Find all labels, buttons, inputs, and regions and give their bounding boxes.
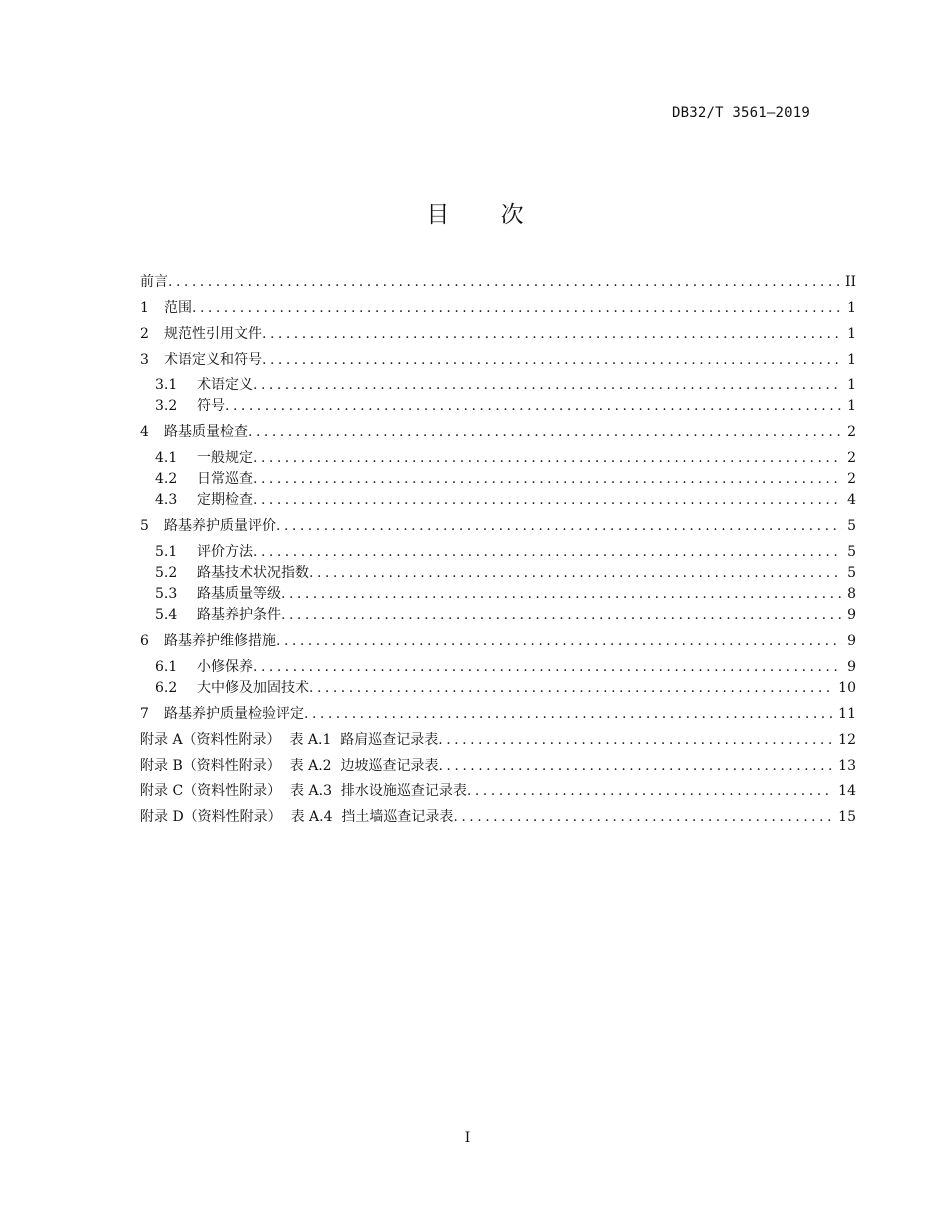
toc-entry-number: 7: [140, 706, 149, 722]
toc-entry-number: 5.4: [155, 607, 178, 623]
toc-entry-title: 术语定义: [197, 377, 253, 393]
toc-entry-page: 1: [847, 326, 856, 342]
toc-entry-title: 评价方法: [197, 544, 253, 560]
toc-entry-4-2[interactable]: [155, 469, 856, 489]
toc-entry-page: 4: [847, 492, 856, 508]
toc-entry-title: 附录 B（资料性附录） 表 A.2 边坡巡查记录表: [140, 758, 439, 774]
toc-entry-page: 9: [847, 633, 856, 649]
toc-entry-6-2[interactable]: [155, 678, 856, 698]
toc-entry-page: 5: [847, 565, 856, 581]
toc-leader-dots: [276, 631, 842, 651]
toc-leader-dots: [253, 490, 842, 510]
toc-entry-number: 5: [140, 518, 149, 534]
toc-entry-3[interactable]: [140, 350, 856, 370]
toc-entry-page: 5: [847, 518, 856, 534]
toc-leader-dots: [309, 563, 842, 583]
toc-leader-dots: [453, 807, 834, 827]
toc-entry-6[interactable]: [140, 631, 856, 651]
toc-entry-page: 11: [838, 706, 856, 722]
toc-entry-5-1[interactable]: [155, 542, 856, 562]
toc-entry-title: 大中修及加固技术: [197, 680, 309, 696]
toc-entry-title: 路基养护质量检验评定: [164, 706, 304, 722]
toc-leader-dots: [225, 396, 842, 416]
toc-entry-title: 范围: [164, 300, 192, 316]
toc-entry-title: 定期检查: [197, 492, 253, 508]
toc-entry-appendix-a[interactable]: [140, 730, 856, 750]
toc-entry-title: 前言: [140, 274, 168, 290]
toc-entry-page: 2: [847, 450, 856, 466]
toc-entry-4[interactable]: [140, 422, 856, 442]
toc-entry-number: 4.2: [155, 471, 178, 487]
toc-entry-title: 路基养护维修措施: [164, 633, 276, 649]
toc-leader-dots: [262, 324, 842, 344]
toc-entry-title: 规范性引用文件: [164, 326, 262, 342]
toc-entry-7[interactable]: [140, 704, 856, 724]
toc-entry-5-3[interactable]: [155, 584, 856, 604]
toc-leader-dots: [253, 448, 842, 468]
toc-entry-4-1[interactable]: [155, 448, 856, 468]
toc-entry-number: 4: [140, 424, 149, 440]
toc-entry-number: 5.3: [155, 586, 178, 602]
toc-entry-4-3[interactable]: [155, 490, 856, 510]
toc-leader-dots: [262, 350, 842, 370]
toc-leader-dots: [253, 375, 842, 395]
toc-entry-number: 4.1: [155, 450, 178, 466]
toc-entry-page: 14: [838, 783, 856, 799]
toc-entry-3-2[interactable]: [155, 396, 856, 416]
toc-leader-dots: [304, 704, 834, 724]
toc-entry-page: 10: [838, 680, 856, 696]
toc-entry-title: 路基质量等级: [197, 586, 281, 602]
page-title: 目 次: [426, 202, 546, 228]
toc-entry-page: 1: [847, 352, 856, 368]
toc-leader-dots: [309, 678, 834, 698]
toc-entry-appendix-c[interactable]: [140, 781, 856, 801]
toc-entry-5[interactable]: [140, 516, 856, 536]
toc-entry-number: 4.3: [155, 492, 178, 508]
toc-entry-number: 2: [140, 326, 149, 342]
toc-entry-title: 小修保养: [197, 659, 253, 675]
toc-entry-number: 3: [140, 352, 149, 368]
toc-entry-page: 9: [847, 659, 856, 675]
toc-entry-page: 13: [838, 758, 856, 774]
toc-entry-1[interactable]: [140, 298, 856, 318]
toc-entry-6-1[interactable]: [155, 657, 856, 677]
toc-entry-5-2[interactable]: [155, 563, 856, 583]
toc-entry-5-4[interactable]: [155, 605, 856, 625]
toc-entry-appendix-b[interactable]: [140, 756, 856, 776]
toc-entry-number: 5.2: [155, 565, 178, 581]
toc-entry-title: 日常巡查: [197, 471, 253, 487]
page-number: I: [464, 1130, 471, 1146]
toc-entry-number: 1: [140, 300, 149, 316]
standard-code: DB32/T 3561—2019: [672, 105, 811, 121]
toc-leader-dots: [248, 422, 842, 442]
toc-entry-page: 9: [847, 607, 856, 623]
toc-leader-dots: [253, 542, 842, 562]
toc-entry-title: 路基养护质量评价: [164, 518, 276, 534]
toc-entry-title: 符号: [197, 398, 225, 414]
toc-leader-dots: [438, 756, 834, 776]
toc-leader-dots: [253, 657, 842, 677]
toc-leader-dots: [438, 730, 834, 750]
toc-entry-title: 路基养护条件: [197, 607, 281, 623]
toc-entry-page: 1: [847, 398, 856, 414]
toc-entry-title: 附录 A（资料性附录） 表 A.1 路肩巡查记录表: [140, 732, 439, 748]
toc-entry-page: II: [844, 274, 856, 290]
toc-entry-number: 6.2: [155, 680, 178, 696]
toc-entry-number: 6.1: [155, 659, 178, 675]
toc-leader-dots: [168, 272, 841, 292]
toc-entry-page: 15: [838, 809, 856, 825]
toc-entry-title: 路基技术状况指数: [197, 565, 309, 581]
toc-entry-title: 术语定义和符号: [164, 352, 262, 368]
toc-leader-dots: [192, 298, 842, 318]
toc-entry-number: 6: [140, 633, 149, 649]
toc-leader-dots: [276, 516, 842, 536]
toc-entry-number: 3.2: [155, 398, 178, 414]
toc-entry-title: 附录 C（资料性附录） 表 A.3 排水设施巡查记录表: [140, 783, 467, 799]
toc-entry-page: 1: [847, 377, 856, 393]
toc-entry-number: 3.1: [155, 377, 178, 393]
toc-leader-dots: [467, 781, 834, 801]
toc-entry-title: 路基质量检查: [164, 424, 248, 440]
toc-entry-appendix-d[interactable]: [140, 807, 856, 827]
toc-entry-page: 2: [847, 424, 856, 440]
toc-leader-dots: [281, 605, 842, 625]
toc-leader-dots: [281, 584, 842, 604]
toc-entry-3-1[interactable]: [155, 375, 856, 395]
toc-leader-dots: [253, 469, 842, 489]
toc-entry-page: 8: [847, 586, 856, 602]
toc-entry-page: 1: [847, 300, 856, 316]
toc-entry-title: 附录 D（资料性附录） 表 A.4 挡土墙巡查记录表: [140, 809, 454, 825]
toc-entry-page: 5: [847, 544, 856, 560]
toc-entry-page: 2: [847, 471, 856, 487]
toc-entry-2[interactable]: [140, 324, 856, 344]
toc-entry-title: 一般规定: [197, 450, 253, 466]
toc-entry-number: 5.1: [155, 544, 178, 560]
toc-entry-page: 12: [838, 732, 856, 748]
toc-entry-foreword[interactable]: [140, 272, 856, 292]
